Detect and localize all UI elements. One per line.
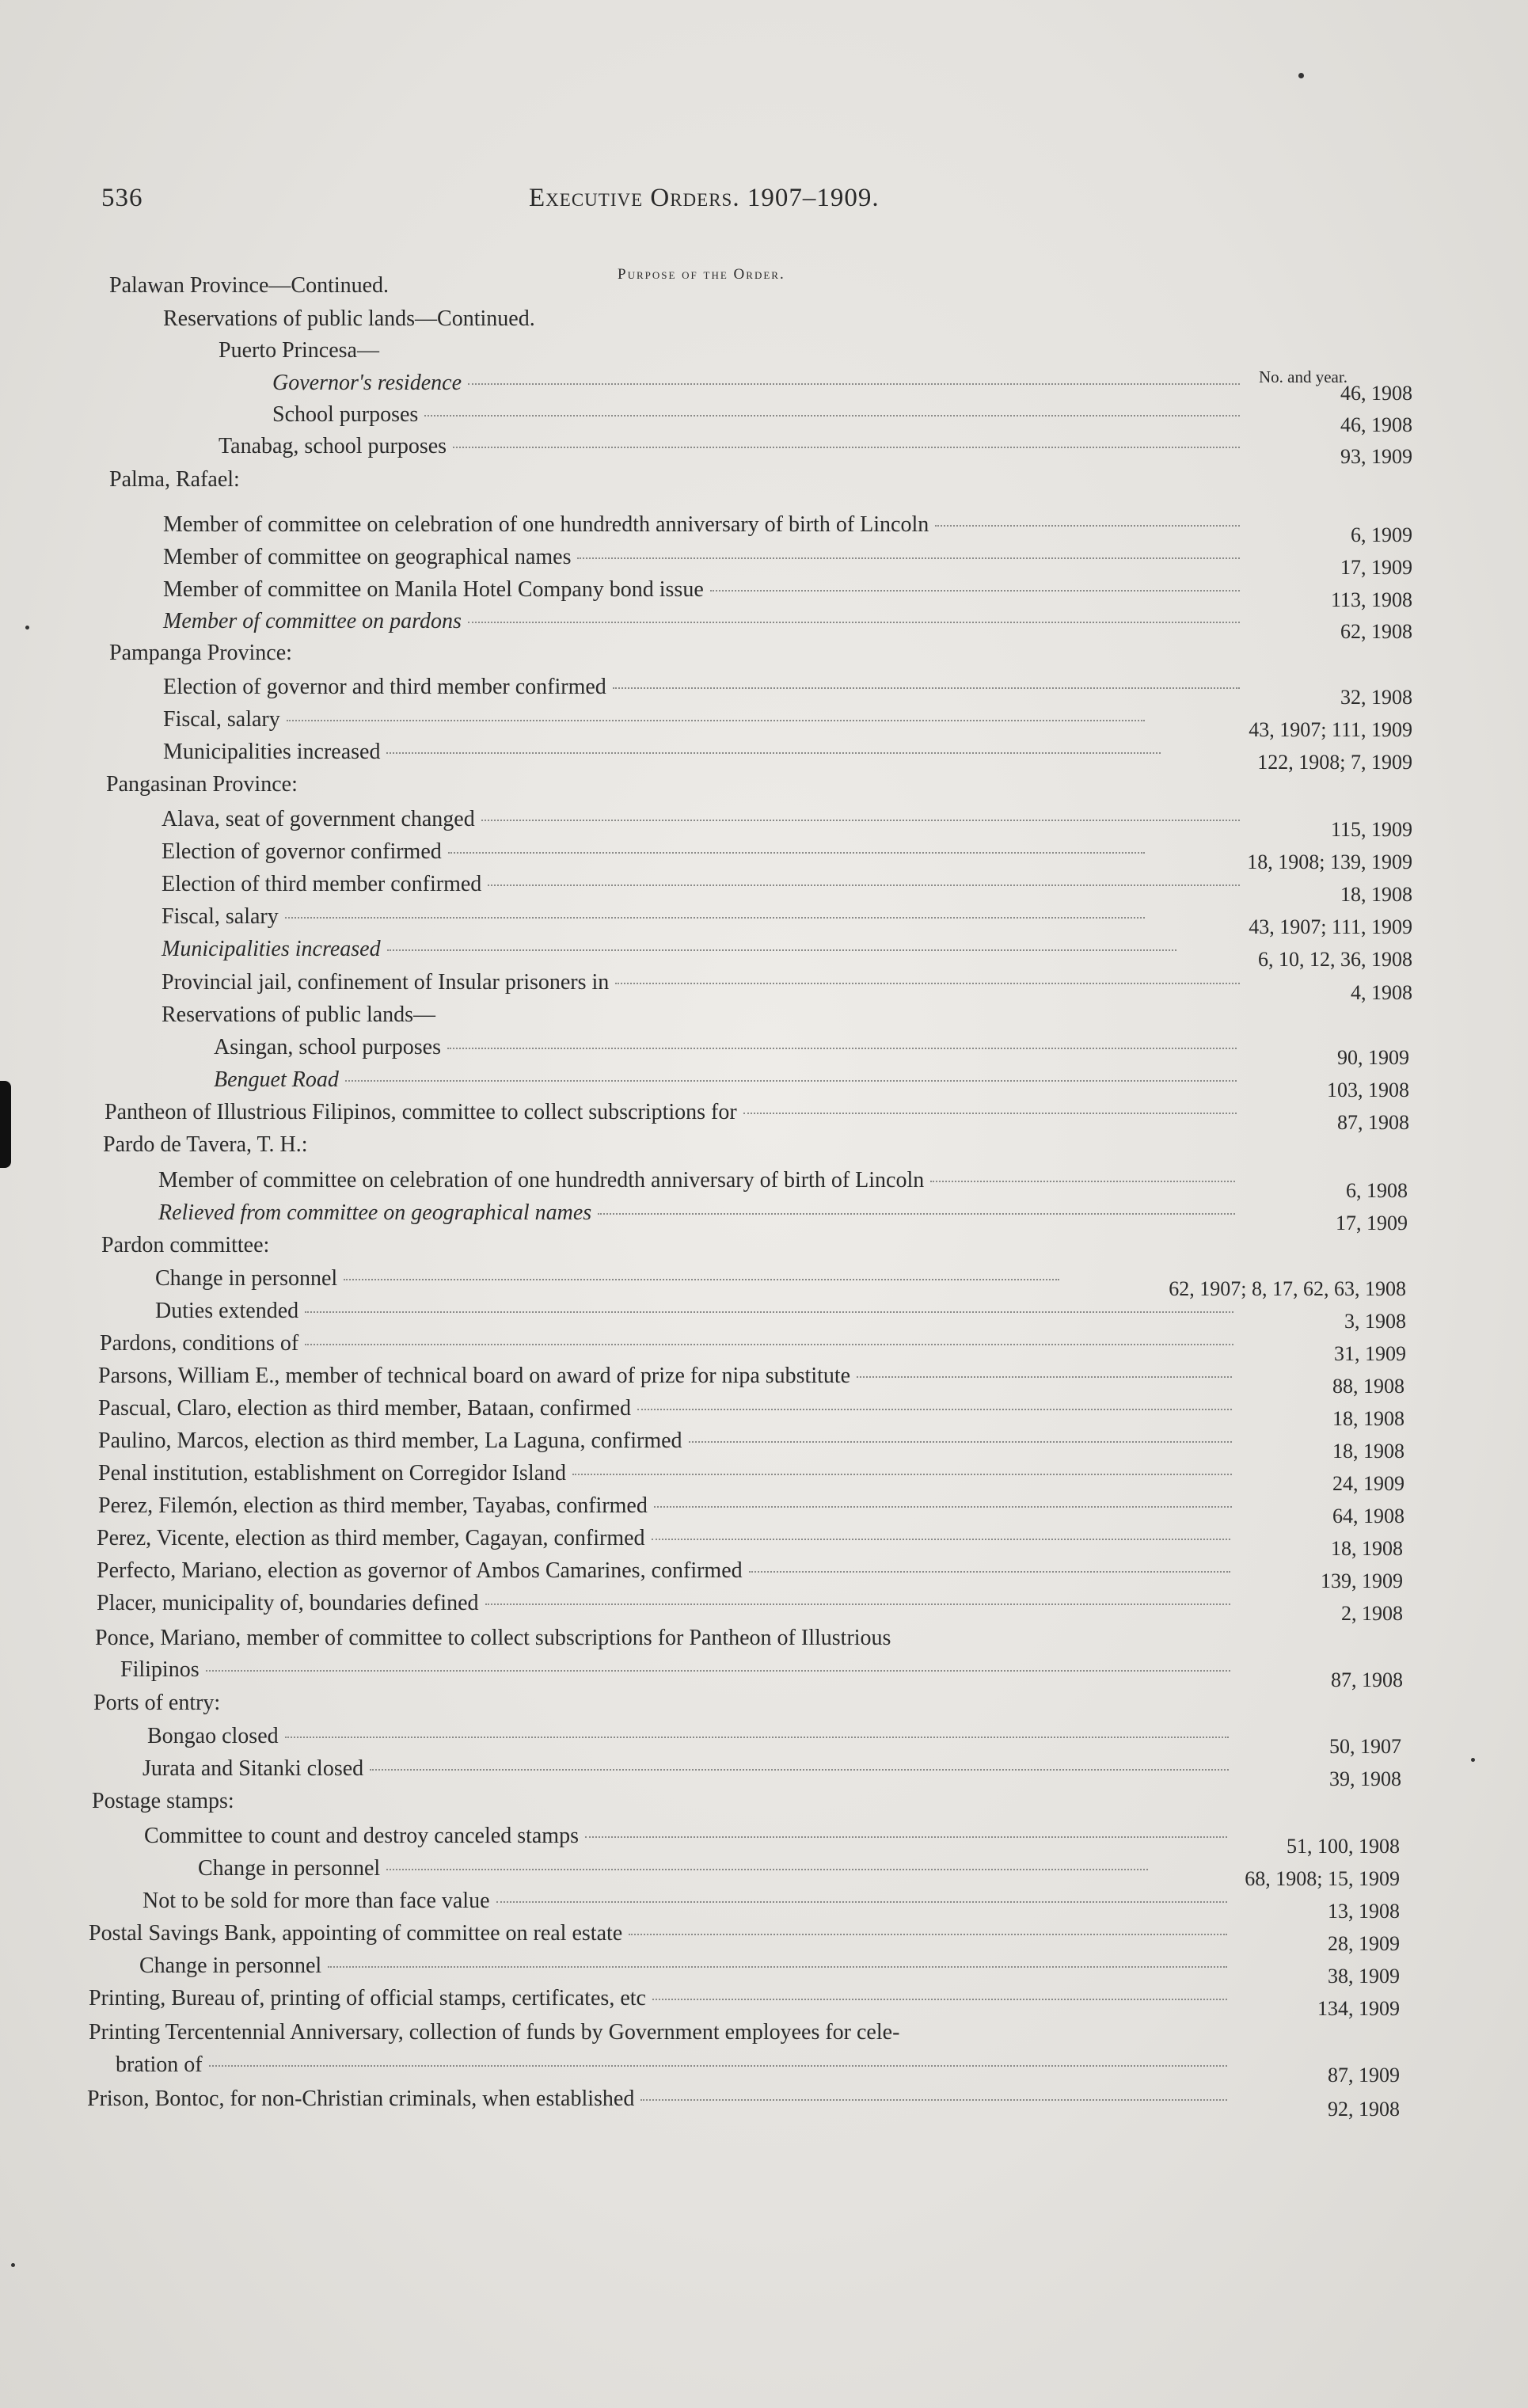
entry-number-year: 103, 1908 (1327, 1078, 1409, 1101)
entry-number-year: 90, 1909 (1337, 1046, 1409, 1069)
index-entry (97, 1558, 1403, 1592)
dot-leader (285, 917, 1145, 919)
entry-text: Jurata and Sitanki closed (143, 1756, 364, 1781)
entry-text: Member of committee on celebration of one hundredth anniversary of birth of Lincoln (158, 1168, 925, 1193)
entry-number-year: 6, 1909 (1351, 523, 1412, 546)
entry-number-year: 88, 1908 (1332, 1375, 1404, 1398)
entry-number-year: 46, 1908 (1340, 382, 1412, 405)
index-entry (143, 1889, 1400, 1923)
index-entry (139, 1953, 1400, 1988)
entry-number-year: 51, 100, 1908 (1287, 1835, 1400, 1858)
entry-number-year: 115, 1909 (1330, 818, 1412, 841)
dot-leader (386, 1869, 1148, 1870)
entry-text: Ponce, Mariano, member of committee to collect subscriptions for Pantheon of Illustrious (95, 1626, 891, 1650)
entry-text: Change in personnel (155, 1266, 338, 1291)
entry-number-year: 93, 1909 (1340, 445, 1412, 468)
entry-text: Asingan, school purposes (214, 1035, 441, 1059)
dot-leader (629, 1934, 1227, 1935)
entry-number-year: 87, 1909 (1328, 2064, 1400, 2087)
index-entry (163, 740, 1412, 774)
dot-leader (481, 820, 1240, 821)
speck-mark (11, 2263, 15, 2267)
dot-leader (448, 852, 1145, 854)
entry-text: Tanabag, school purposes (219, 434, 447, 458)
entry-text: Ports of entry: (93, 1691, 221, 1715)
dot-leader (577, 557, 1240, 559)
index-entry (89, 1921, 1400, 1955)
dot-leader (206, 1670, 1230, 1672)
index-entry (109, 641, 1257, 666)
dot-leader (749, 1571, 1230, 1573)
dot-leader (328, 1966, 1227, 1968)
dot-leader (387, 949, 1176, 951)
page-number: 536 (101, 184, 143, 212)
column-subheading: Purpose of the Order. (618, 266, 785, 283)
entry-number-year: 6, 10, 12, 36, 1908 (1258, 948, 1412, 971)
entry-number-year: 50, 1907 (1329, 1735, 1401, 1758)
index-entry (98, 1493, 1404, 1527)
entry-text: Parsons, William E., member of technical board on award of prize for nipa substitute (98, 1364, 851, 1388)
dot-leader (285, 1737, 1229, 1738)
entry-number-year: 17, 1909 (1336, 1212, 1408, 1234)
entry-text: Member of committee on celebration of one hundredth anniversary of birth of Lincoln (163, 512, 929, 537)
dot-leader (689, 1441, 1232, 1443)
entry-number-year: 39, 1908 (1329, 1767, 1401, 1790)
dot-leader (468, 622, 1240, 623)
entry-text: Puerto Princesa— (219, 338, 379, 363)
dot-leader (585, 1836, 1227, 1838)
index-entry (120, 1657, 1403, 1691)
entry-text: Bongao closed (147, 1724, 279, 1748)
entry-text: Palawan Province—Continued. (109, 273, 390, 298)
index-entry (116, 2052, 1400, 2087)
index-entry (162, 970, 1412, 1004)
entry-text: Placer, municipality of, boundaries defined (97, 1591, 479, 1615)
entry-number-year: 87, 1908 (1331, 1668, 1403, 1691)
dot-leader (930, 1181, 1235, 1182)
entry-text: Alava, seat of government changed (162, 807, 475, 831)
dot-leader (305, 1311, 1233, 1313)
speck-mark (1298, 73, 1304, 78)
entry-text: bration of (116, 2052, 203, 2077)
entry-number-year: 2, 1908 (1341, 1602, 1403, 1625)
dot-leader (710, 590, 1240, 592)
index-entry (98, 1396, 1404, 1430)
dot-leader (386, 752, 1161, 754)
index-entry (106, 772, 1254, 797)
index-entry (95, 1626, 1243, 1651)
dot-leader (935, 525, 1240, 527)
index-entry (163, 545, 1412, 579)
entry-number-year: 18, 1908 (1332, 1440, 1404, 1463)
dot-leader (485, 1603, 1230, 1605)
index-entry (105, 1100, 1409, 1134)
dot-leader (305, 1344, 1233, 1345)
dot-leader (344, 1279, 1059, 1280)
entry-number-year: 32, 1908 (1340, 686, 1412, 709)
dot-leader (447, 1048, 1237, 1049)
dot-leader (345, 1080, 1237, 1082)
index-entry (162, 1002, 1309, 1028)
entry-number-year: 46, 1908 (1340, 413, 1412, 436)
index-entry (163, 512, 1412, 546)
entry-text: Prison, Bontoc, for non-Christian criminals, when established (87, 2087, 635, 2111)
index-entry (272, 402, 1412, 436)
entry-text: Reservations of public lands—Continued. (163, 306, 535, 331)
entry-text: School purposes (272, 402, 419, 427)
dot-leader (453, 447, 1240, 448)
entry-text: Reservations of public lands— (162, 1002, 436, 1027)
entry-text: Fiscal, salary (162, 904, 279, 929)
index-entry (155, 1266, 1406, 1300)
entry-number-year: 18, 1908 (1331, 1537, 1403, 1560)
index-entry (163, 675, 1412, 709)
speck-mark (1471, 1758, 1475, 1762)
index-entry (143, 1756, 1401, 1790)
entry-text: Postal Savings Bank, appointing of committee on real estate (89, 1921, 623, 1946)
entry-number-year: 31, 1909 (1334, 1342, 1406, 1365)
dot-leader (652, 1999, 1227, 2000)
number-year-column-heading: No. and year. (1259, 367, 1347, 386)
entry-text: Relieved from committee on geographical names (158, 1200, 592, 1225)
entry-number-year: 68, 1908; 15, 1909 (1245, 1867, 1400, 1890)
entry-text: Perfecto, Mariano, election as governor of Ambos Camarines, confirmed (97, 1558, 743, 1583)
dot-leader (637, 1409, 1232, 1410)
entry-text: Pascual, Claro, election as third member, Bataan, confirmed (98, 1396, 631, 1421)
speck-mark (25, 626, 29, 630)
entry-number-year: 87, 1908 (1337, 1111, 1409, 1134)
index-entry (162, 872, 1412, 906)
dot-leader (640, 2099, 1227, 2101)
index-entry (98, 1428, 1404, 1463)
dot-leader (857, 1376, 1232, 1378)
page-edge-shadow (0, 1081, 11, 1168)
index-entry (163, 577, 1412, 611)
entry-number-year: 134, 1909 (1317, 1997, 1400, 2020)
index-entry (89, 2020, 1237, 2045)
entry-number-year: 43, 1907; 111, 1909 (1249, 718, 1412, 741)
entry-text: Paulino, Marcos, election as third member, La Laguna, confirmed (98, 1428, 682, 1453)
entry-text: Pardo de Tavera, T. H.: (103, 1132, 308, 1157)
entry-number-year: 139, 1909 (1321, 1569, 1403, 1592)
entry-text: Palma, Rafael: (109, 467, 240, 492)
dot-leader (652, 1539, 1230, 1540)
entry-text: Penal institution, establishment on Corregidor Island (98, 1461, 567, 1486)
entry-text: Fiscal, salary (163, 707, 280, 732)
entry-number-year: 18, 1908 (1340, 883, 1412, 906)
entry-text: Benguet Road (214, 1067, 339, 1092)
index-entry (162, 807, 1412, 841)
dot-leader (370, 1769, 1229, 1771)
dot-leader (572, 1474, 1232, 1475)
index-entry (144, 1824, 1400, 1858)
entry-text: Change in personnel (139, 1953, 322, 1978)
entry-text: Duties extended (155, 1299, 299, 1323)
entry-text: Election of governor and third member confirmed (163, 675, 606, 699)
entry-text: Pantheon of Illustrious Filipinos, committee to collect subscriptions for (105, 1100, 737, 1124)
entry-number-year: 6, 1908 (1346, 1179, 1408, 1202)
dot-leader (488, 884, 1240, 886)
entry-text: Election of governor confirmed (162, 839, 442, 864)
entry-number-year: 28, 1909 (1328, 1932, 1400, 1955)
entry-number-year: 24, 1909 (1332, 1472, 1404, 1495)
entry-text: Change in personnel (198, 1856, 381, 1881)
entry-text: Committee to count and destroy canceled stamps (144, 1824, 579, 1848)
entry-number-year: 13, 1908 (1328, 1900, 1400, 1923)
entry-number-year: 122, 1908; 7, 1909 (1257, 751, 1412, 774)
index-entry (163, 707, 1412, 741)
entry-text: Perez, Filemón, election as third member, Tayabas, confirmed (98, 1493, 648, 1518)
entry-number-year: 43, 1907; 111, 1909 (1249, 915, 1412, 938)
index-entry (155, 1299, 1406, 1333)
index-entry (158, 1168, 1408, 1202)
entry-text: Pampanga Province: (109, 641, 292, 665)
entry-text: Postage stamps: (92, 1789, 234, 1813)
index-entry (214, 1035, 1409, 1069)
index-entry (219, 338, 1256, 363)
index-entry (109, 467, 1257, 493)
entry-text: Election of third member confirmed (162, 872, 482, 896)
index-entry (162, 839, 1412, 873)
index-entry (93, 1691, 1241, 1716)
entry-number-year: 62, 1907; 8, 17, 62, 63, 1908 (1169, 1277, 1406, 1300)
dot-leader (598, 1213, 1235, 1215)
dot-leader (468, 383, 1240, 385)
entry-text: Municipalities increased (162, 937, 381, 961)
entry-text: Member of committee on geographical names (163, 545, 572, 569)
entry-number-year: 113, 1908 (1330, 588, 1412, 611)
entry-text: Printing Tercentennial Anniversary, collection of funds by Government employees for cele- (89, 2020, 900, 2045)
index-entry (162, 937, 1412, 971)
index-entry (272, 371, 1412, 405)
entry-number-year: 64, 1908 (1332, 1505, 1404, 1527)
index-entry (101, 1233, 1249, 1258)
running-title: Executive Orders. 1907–1909. (529, 184, 880, 212)
index-entry (214, 1067, 1409, 1101)
index-entry (103, 1132, 1251, 1158)
entry-number-year: 62, 1908 (1340, 620, 1412, 643)
entry-text: Member of committee on pardons (163, 609, 462, 633)
index-entry (162, 904, 1412, 938)
index-entry (97, 1526, 1403, 1560)
entry-text: Municipalities increased (163, 740, 381, 764)
index-entry (87, 2087, 1400, 2121)
entry-number-year: 18, 1908; 139, 1909 (1247, 850, 1412, 873)
dot-leader (209, 2065, 1227, 2067)
entry-number-year: 38, 1909 (1328, 1965, 1400, 1988)
dot-leader (496, 1901, 1227, 1903)
entry-number-year: 17, 1909 (1340, 556, 1412, 579)
dot-leader (287, 720, 1145, 721)
index-entry (163, 609, 1412, 643)
index-entry (158, 1200, 1408, 1234)
dot-leader (424, 415, 1240, 417)
dot-leader (615, 983, 1240, 984)
entry-number-year: 92, 1908 (1328, 2098, 1400, 2121)
index-entry (100, 1331, 1406, 1365)
entry-number-year: 4, 1908 (1351, 981, 1412, 1004)
index-entry (89, 1986, 1400, 2020)
entry-text: Perez, Vicente, election as third member, Cagayan, confirmed (97, 1526, 645, 1550)
entry-text: Governor's residence (272, 371, 462, 395)
entry-text: Provincial jail, confinement of Insular prisoners in (162, 970, 610, 995)
index-entry (98, 1364, 1404, 1398)
dot-leader (613, 687, 1240, 689)
index-entry (163, 306, 1256, 332)
index-entry (219, 434, 1412, 468)
index-entry (147, 1724, 1401, 1758)
entry-text: Member of committee on Manila Hotel Company bond issue (163, 577, 704, 602)
entry-text: Pardon committee: (101, 1233, 270, 1257)
entry-text: Filipinos (120, 1657, 200, 1682)
dot-leader (743, 1113, 1237, 1114)
entry-text: Printing, Bureau of, printing of official stamps, certificates, etc (89, 1986, 646, 2010)
index-entry (198, 1856, 1400, 1890)
entry-text: Pangasinan Province: (106, 772, 298, 797)
entry-number-year: 3, 1908 (1344, 1310, 1406, 1333)
index-entry (92, 1789, 1240, 1814)
dot-leader (654, 1506, 1232, 1508)
index-entry (98, 1461, 1404, 1495)
entry-text: Not to be sold for more than face value (143, 1889, 490, 1913)
entry-number-year: 18, 1908 (1332, 1407, 1404, 1430)
entry-text: Pardons, conditions of (100, 1331, 299, 1356)
index-entry (97, 1591, 1403, 1625)
index-entry (109, 273, 1257, 299)
